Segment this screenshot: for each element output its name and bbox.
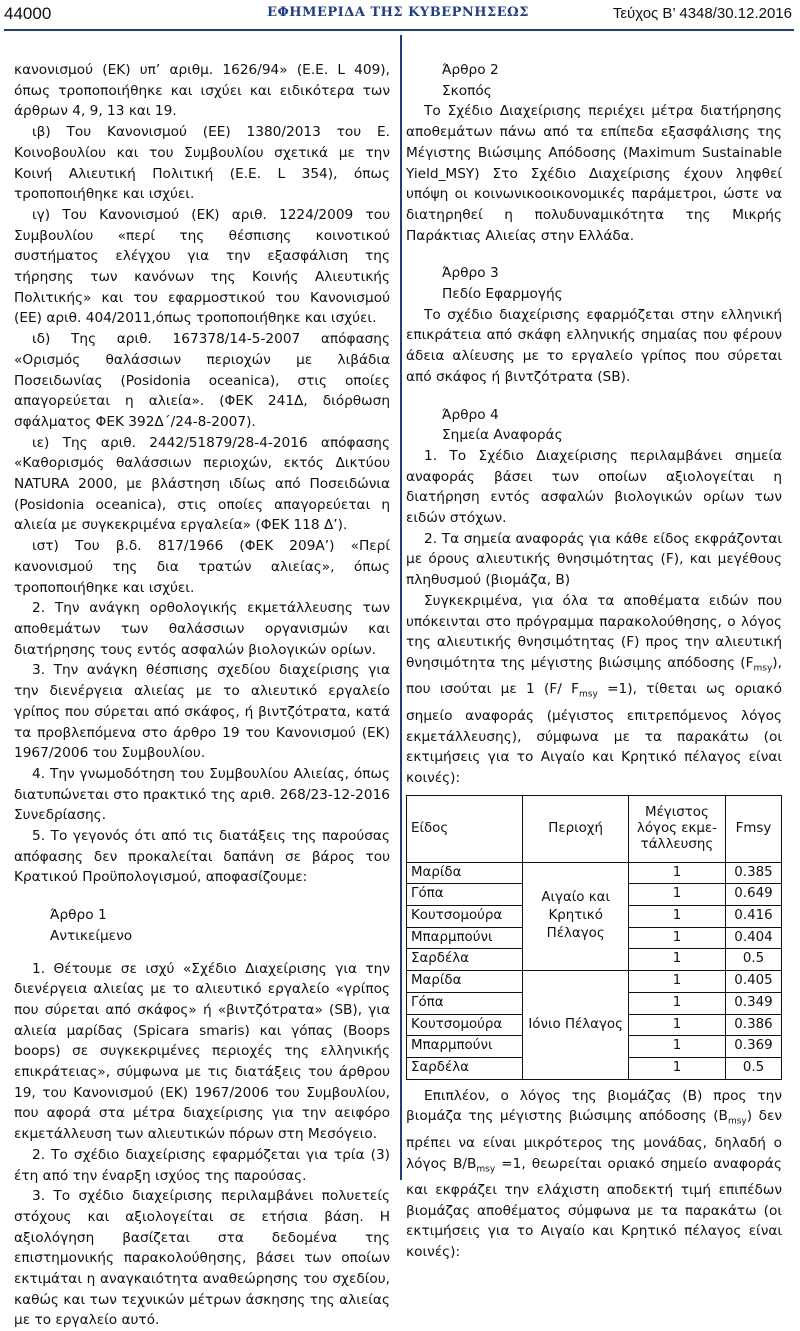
paragraph: Το σχέδιο διαχείρισης εφαρμόζεται στην ελληνική επικράτεια από σκάφη ελληνικής σημαίας που φέρουν άδεια αλίευσης με το εργαλείο γρίπος που σύρεται από σκάφος ή βιντζότρατα (SB). bbox=[406, 306, 782, 385]
ratio-cell: 1 bbox=[628, 1036, 725, 1058]
article-1-number: Άρθρο 1 bbox=[50, 907, 107, 924]
table-header-row bbox=[407, 795, 782, 862]
fmsy-cell: 0.369 bbox=[725, 1036, 781, 1058]
species-cell: Σαρδέλα bbox=[407, 949, 523, 971]
article-3-number: Άρθρο 3 bbox=[442, 265, 499, 282]
subscript: msy bbox=[476, 1164, 496, 1175]
species-cell: Κουτσομούρα bbox=[407, 906, 523, 928]
column-divider bbox=[400, 35, 402, 1180]
species-cell: Μπαρμπούνι bbox=[407, 1036, 523, 1058]
paragraph: 3. Το σχέδιο διαχείρισης περιλαμβάνει πολυετείς στόχους και αξιολογείται σε ετήσια βάση. Η αξιολόγηση βασίζεται στα δεδομένα της επιστημονικής παρακολούθησης, βάσει των οποίων εκτιμάται η αναγκαιότητα αναθεώρησης του σχεδίου, καθώς και των τεχνικών μέτρων άσκησης της αλιείας με το εργαλείο αυτό. bbox=[14, 1188, 390, 1329]
article-4-title: Σημεία Αναφοράς bbox=[442, 427, 563, 444]
text-span: ), που ισούται με 1 (F/ F bbox=[406, 654, 782, 698]
region-cell: Αιγαίο και Κρητικό Πέλαγος bbox=[523, 862, 629, 971]
ratio-cell: 1 bbox=[628, 927, 725, 949]
fmsy-cell: 0.5 bbox=[725, 949, 781, 971]
article-3-title: Πεδίο Εφαρμογής bbox=[442, 286, 563, 303]
ratio-cell: 1 bbox=[628, 884, 725, 906]
article-2-number: Άρθρο 2 bbox=[442, 62, 499, 78]
article-2-title: Σκοπός bbox=[442, 82, 492, 99]
paragraph: 2. Το σχέδιο διαχείρισης εφαρμόζεται για τρία (3) έτη από την έναρξη ισχύος της παρούσας. bbox=[14, 1146, 390, 1184]
species-cell: Μπαρμπούνι bbox=[407, 927, 523, 949]
paragraph: 3. Την ανάγκη θέσπισης σχεδίου διαχείρισης για την διενέργεια αλιείας με το αλιευτικό εργαλείο γρίπος που σύρεται από σκάφος, ή βιντζότρατα, κατά τα προβλεπόμενα στο άρθρο 19 του Κανονισμού (ΕΚ) 1967/2006 του Συμβουλίου. bbox=[14, 662, 390, 762]
paragraph bbox=[406, 1086, 782, 1263]
ratio-cell: 1 bbox=[628, 1014, 725, 1036]
article-1-title: Αντικείμενο bbox=[50, 927, 133, 944]
subscript: msy bbox=[753, 663, 773, 674]
fmsy-cell: 0.349 bbox=[725, 992, 781, 1014]
ratio-cell: 1 bbox=[628, 992, 725, 1014]
issue-number: Τεύχος Β’ 4348/30.12.2016 bbox=[612, 5, 792, 22]
species-cell: Μαρίδα bbox=[407, 971, 523, 993]
region-cell: Ιόνιο Πέλαγος bbox=[523, 971, 629, 1080]
fmsy-cell: 0.404 bbox=[725, 927, 781, 949]
paragraph: 1. Θέτουμε σε ισχύ «Σχέδιο Διαχείρισης για την διενέργεια αλιείας με το αλιευτικό εργαλείο «γρίπος που σύρεται από σκάφος» ή «βιντζότρατα» (SB), για αλιεία μαρίδας (Spicara smaris) και γόπας (Boops boops) σε συγκεκριμένες περιοχές της ελληνικής επικράτειας», σύμφωνα με τις διατάξεις του άρθρου 19, του Κανονισμού (ΕΚ) 1967/2006 του Συμβουλίου, που αφορά στα μέτρα διαχείρισης για την αειφόρο εκμετάλλευση των αλιευτικών πόρων στη Μεσόγειο. bbox=[14, 960, 390, 1143]
gazette-title: ΕΦΗΜΕΡΙΔΑ ΤΗΣ ΚΥΒΕΡΝΗΣΕΩΣ bbox=[267, 5, 529, 20]
ratio-cell: 1 bbox=[628, 1058, 725, 1080]
fmsy-cell: 0.405 bbox=[725, 971, 781, 993]
paragraph: ιβ) Του Κανονισμού (ΕΕ) 1380/2013 του Ε. Κοινοβουλίου και του Συμβουλίου σχετικά με την Κοινή Αλιευτική Πολιτική (Ε.Ε. L 354), όπως τροποποιήθηκε και ισχύει. bbox=[14, 124, 390, 203]
fmsy-cell: 0.416 bbox=[725, 906, 781, 928]
paragraph: Το Σχέδιο Διαχείρισης περιέχει μέτρα διατήρησης αποθεμάτων πάνω από τα επίπεδα εξασφάλισης της Μέγιστης Βιώσιμης Απόδοσης (Maximum Sustainable Yield_MSY) Στο Σχέδιο Διαχείρισης έχουν ληφθεί υπόψη οι κοινωνικοοικονομικές παράμετροι, ώστε να διατηρηθεί η πολυδυναμικότητα της Μικρής Παράκτιας Αλιείας στην Ελλάδα. bbox=[406, 103, 782, 244]
header-species: Είδος bbox=[407, 795, 523, 862]
paragraph: 5. Το γεγονός ότι από τις διατάξεις της παρούσας απόφασης δεν προκαλείται δαπάνη σε βάρος του Κρατικού Προϋπολογισμού, αποφασίζουμε: bbox=[14, 828, 390, 886]
paragraph: ιστ) Του β.δ. 817/1966 (ΦΕΚ 209Α’) «Περί κανονισμού της δια τρατών αλιείας», όπως τροποποιήθηκε και ισχύει. bbox=[14, 538, 390, 596]
subscript: msy bbox=[578, 690, 598, 701]
table-row bbox=[407, 971, 782, 993]
text-span: Επιπλέον, ο λόγος της βιομάζας (B) προς την βιομάζα της μέγιστης βιώσιμης απόδοσης (B bbox=[406, 1087, 782, 1125]
paragraph: κανονισμού (ΕΚ) υπ’ αριθμ. 1626/94» (Ε.Ε. L 409), όπως τροποποιήθηκε και ισχύει και ειδικότερα των άρθρων 4, 9, 13 και 19. bbox=[14, 62, 390, 120]
species-cell: Γόπα bbox=[407, 884, 523, 906]
left-column bbox=[14, 60, 390, 1331]
fmsy-cell: 0.5 bbox=[725, 1058, 781, 1080]
fmsy-cell: 0.649 bbox=[725, 884, 781, 906]
paragraph bbox=[406, 591, 782, 789]
text-span: ) δεν πρέπει να είναι μικρότερος της μονάδας, δηλαδή ο λόγος B/B bbox=[406, 1108, 782, 1172]
page-header bbox=[4, 4, 792, 26]
paragraph: 1. Το Σχέδιο Διαχείρισης περιλαμβάνει σημεία αναφοράς βάσει των οποίων αξιολογείται η διατήρηση εντός ασφαλών βιολογικών ορίων των ειδών στόχων. bbox=[406, 447, 782, 527]
text-span: =1, θεωρείται οριακό σημείο αναφοράς και εκφράζει την ελάχιστη αποδεκτή τιμή επιπέδων βιομάζας αποθέματος σύμφωνα με τα παρακάτω (οι εκτιμήσεις για το Αιγαίο και Κρητικό πέλαγος είναι κοινές): bbox=[406, 1155, 782, 1261]
right-column bbox=[406, 60, 782, 1263]
fmsy-cell: 0.385 bbox=[725, 862, 781, 884]
header-region: Περιοχή bbox=[523, 795, 629, 862]
header-rule bbox=[4, 29, 794, 31]
ratio-cell: 1 bbox=[628, 949, 725, 971]
fmsy-cell: 0.386 bbox=[725, 1014, 781, 1036]
paragraph: 2. Την ανάγκη ορθολογικής εκμετάλλευσης των αποθεμάτων των θαλάσσιων οργανισμών και διατήρησης τους εντός ασφαλών βιολογικών ορίων. bbox=[14, 600, 390, 658]
ratio-cell: 1 bbox=[628, 971, 725, 993]
paragraph: ιε) Της αριθ. 2442/51879/28-4-2016 απόφασης «Καθορισμός θαλάσσιων περιοχών, εκτός Δικτύου NATURA 2000, με βλάστηση ιδίως από Ποσειδώνια (Posidonia oceanica), στις οποίες απαγορεύεται η αλιεία με συγκεκριμένα εργαλεία» (ΦΕΚ 118 Δ’). bbox=[14, 434, 390, 534]
reference-points-table bbox=[406, 795, 782, 1080]
header-fmsy: Fmsy bbox=[725, 795, 781, 862]
paragraph: 4. Την γνωμοδότηση του Συμβουλίου Αλιείας, όπως διατυπώνεται στο πρακτικό της αριθ. 268/23-12-2016 Συνεδρίασης. bbox=[14, 765, 390, 824]
text-span: Συγκεκριμένα, για όλα τα αποθέματα ειδών που υπόκεινται στο πρόγραμμα παρακολούθησης, ο λόγος της αλιευτικής θνησιμότητας (F) προς την αλιευτική θνησιμότητα της μέγιστης βιώσιμης απόδοσης (F bbox=[406, 592, 782, 671]
page-number: 44000 bbox=[4, 4, 52, 23]
subscript: msy bbox=[727, 1117, 747, 1128]
species-cell: Σαρδέλα bbox=[407, 1058, 523, 1080]
table-row bbox=[407, 862, 782, 884]
paragraph: 2. Τα σημεία αναφοράς για κάθε είδος εκφράζονται με όρους αλιευτικής θνησιμότητας (F), και μεγέθους πληθυσμού (βιομάζα, B) bbox=[406, 530, 782, 589]
text-span: =1), τίθεται ως οριακό σημείο αναφοράς (μέγιστος επιτρεπόμενος λόγος εκμετάλλευσης), σύμφωνα με τα παρακάτω (οι εκτιμήσεις για το Αιγαίο και Κρητικό πέλαγος είναι κοινές): bbox=[406, 681, 782, 786]
species-cell: Γόπα bbox=[407, 992, 523, 1014]
article-4-number: Άρθρο 4 bbox=[442, 406, 499, 423]
paragraph: ιγ) Του Κανονισμού (ΕΚ) αριθ. 1224/2009 του Συμβουλίου «περί της θέσπισης κοινοτικού συστήματος ελέγχου για την εξασφάλιση της τήρησης των κανόνων της Κοινής Αλιευτικής Πολιτικής» και του εφαρμοστικού του Κανονισμού (ΕΕ) αριθ. 404/2011,όπως τροποποιήθηκε και ισχύει. bbox=[14, 206, 390, 327]
species-cell: Μαρίδα bbox=[407, 862, 523, 884]
ratio-cell: 1 bbox=[628, 862, 725, 884]
ratio-cell: 1 bbox=[628, 906, 725, 928]
header-max-ratio: Μέγιστος λόγος εκμε-τάλλευσης bbox=[628, 795, 725, 862]
species-cell: Κουτσομούρα bbox=[407, 1014, 523, 1036]
paragraph: ιδ) Της αριθ. 167378/14-5-2007 απόφασης «Ορισμός θαλάσσιων περιοχών με λιβάδια Ποσειδωνίας (Posidonia oceanica), στις οποίες απαγορεύεται η αλιεία». (ΦΕΚ 241Δ, διόρθωση σφάλματος ΦΕΚ 392Δ΄/24-8-2007). bbox=[14, 331, 390, 430]
